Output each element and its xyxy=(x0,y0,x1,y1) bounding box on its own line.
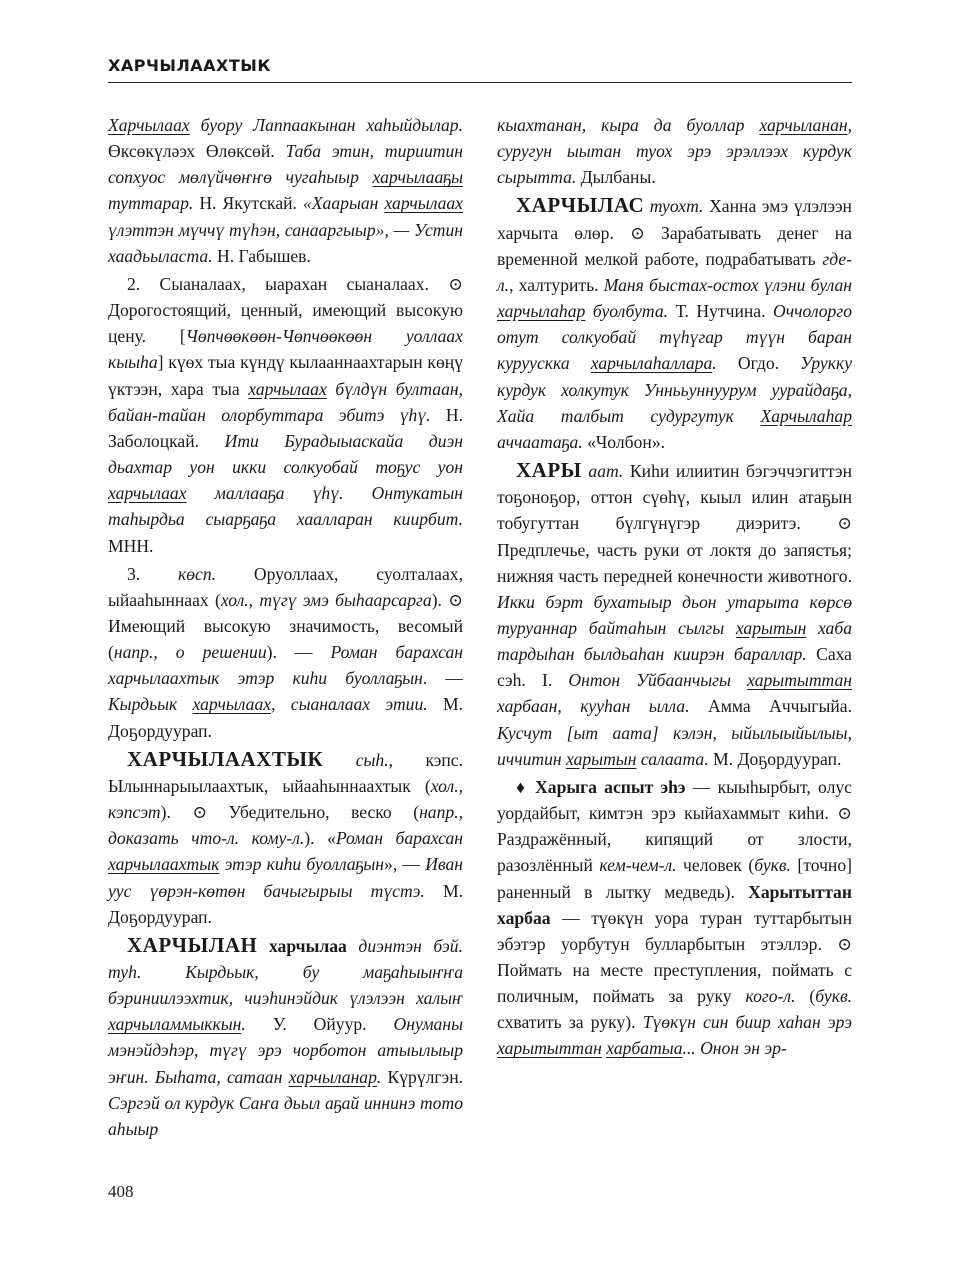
entry-paragraph: ХАРЧЫЛАС туохт. Ханна эмэ үлэлээн харчыта өлөр. ⊙ Зарабатывать денег на временной мелкой работе, подрабатывать где-л., халтурить. Маня быстах-остох үлэни булан харчылаһар буолбута. Т. Нутчина. Оччолорго отут солкуобай түһүгар түүн баран куруускка харчылаһаллара. Огдо. Урукку курдук холкутук Уннььуннуурум уурайдаҕа, Хайа талбыт судургутук Харчылаһар аччаатаҕа. «Чолбон». xyxy=(497,193,853,452)
headword: ХАРЧЫЛААХТЫК xyxy=(127,746,324,771)
page-number: 408 xyxy=(108,1182,134,1201)
sense-paragraph: 2. Сыаналаах, ыарахан сыаналаах. ⊙ Дорогостоящий, ценный, имеющий высокую цену. [Чөпчөөкөөн-Чөпчөөкөөн уоллаах кыыһа] күөх тыа күндү кылааннаахтарын көңү үктээн, хара тыа харчылаах бүлдүн бултаан, байан-тайан олорбуттара эбитэ үһү. Н. Заболоцкай. Ити Бурадыыаскайа диэн дьахтар уон икки солкуобай тоҕус уон харчылаах маллааҕа үһү. Онтукатын таһырдьа сыарҕаҕа хаалларан киирбит. МНН. xyxy=(108,273,463,556)
header-title: ХАРЧЫЛААХТЫК xyxy=(108,56,271,75)
entry-paragraph: ХАРЫ аат. Киһи илиитин бэгэччэгиттэн тоҕоноҕор, оттон сүөһү, кыыл илин атаҕын тобугуттан бүлгүнүгэр диэритэ. ⊙ Предплечье, часть руки от локтя до запястья; нижняя часть передней конечности животного. Икки бэрт бухатыыр дьон утарыта көрсө туруаннар байтаһын сылгы харытын хаба тардыһан былдьаһан киирэн бараллар. Саха сэһ. I. Онтон Уйбаанчыгы харытыттан харбаан, кууһан ылла. Амма Аччыгыйа. Кусчут [ыт аата] кэлэн, ыйылыыйылыы, иччитин харытын салаата. М. Доҕордуурап. xyxy=(497,458,852,769)
headword: ХАРЧЫЛАС xyxy=(516,193,645,218)
headword: ХАРЧЫЛАН xyxy=(127,932,258,957)
diamond-icon: ♦ xyxy=(516,776,536,797)
entry-paragraph: кыахтанан, кыра да буоллар харчыланан, суругун ыытан туох эрэ эрэллээх курдук сырытта. Дылбаны. xyxy=(497,115,852,188)
right-column xyxy=(497,112,852,1062)
running-header xyxy=(108,56,852,83)
left-column xyxy=(108,112,463,1142)
idiom-paragraph: ♦ Харыга аспыт эһэ — кыыһырбыт, олус уордайбыт, кимтэн эрэ кыйахаммыт киһи. ⊙ Раздражённый, кипящий от злости, разозлённый кем-чем-л. человек (букв. [точно] раненный в лытку медведь). Харытыттан харбаа — түөкүн уора туран туттарбытын эбэтэр уорбутун булларбытын этэллэр. ⊙ Поймать на месте преступления, поймать с поличным, поймать за руку кого-л. (букв. схватить за руку). Түөкүн син биир хаһан эрэ харытыттан харбатыа... Онон эн эр- xyxy=(497,776,852,1059)
entry-paragraph: ХАРЧЫЛААХТЫК сыһ., кэпс. Ылыннарыылаахтык, ыйааһыннаахтык (хол., кэпсэт). ⊙ Убедительно, веско (напр., доказать что-л. кому-л.). «Роман барахсан харчылаахтык этэр киһи буоллаҕын», — Иван уус үөрэн-көтөн бачыгырыы түстэ. М. Доҕордуурап. xyxy=(108,746,463,927)
headword: ХАРЫ xyxy=(516,458,582,483)
entry-paragraph: Харчылаах буору Лаппаакынан хаһыйдылар. Өксөкүләэх Өлөксөй. Таба этин, тириитин сопхуос мөлүйчөҥҥө чугаһыыр харчылааҕы туттарар. Н. Якутскай. «Хаарыан харчылаах үлэттэн мүччү түһэн, санааргыыр», — Устин хаадьыласта. Н. Габышев. xyxy=(108,115,464,266)
sense-paragraph: 3. көсп. Оруоллаах, суолталаах, ыйааһыннаах (хол., түгү эмэ быһаарсарга). ⊙ Имеющий высокую значимость, весомый (напр., о решении). — Роман барахсан харчылаахтык этэр киһи буоллаҕын. — Кырдьык харчылаах, сыаналаах этии. М. Доҕордуурап. xyxy=(108,563,464,741)
entry-paragraph: ХАРЧЫЛАН харчылаа диэнтэн бэй. туһ. Кырдьык, бу маҕаһыыҥҥа бэриниилээхтик, чиэһинэйдик үлэлээн халыҥ харчыламмыккын. У. Ойуур. Онуманы мэнэйдэһэр, түгү эрэ чорботон атыылыыр эҥин. Быһата, сатаан харчыланар. Күрүлгэн. Сэргэй ол курдук Саҥа дьыл аҕай иннинэ тото аһыыр xyxy=(108,932,464,1139)
